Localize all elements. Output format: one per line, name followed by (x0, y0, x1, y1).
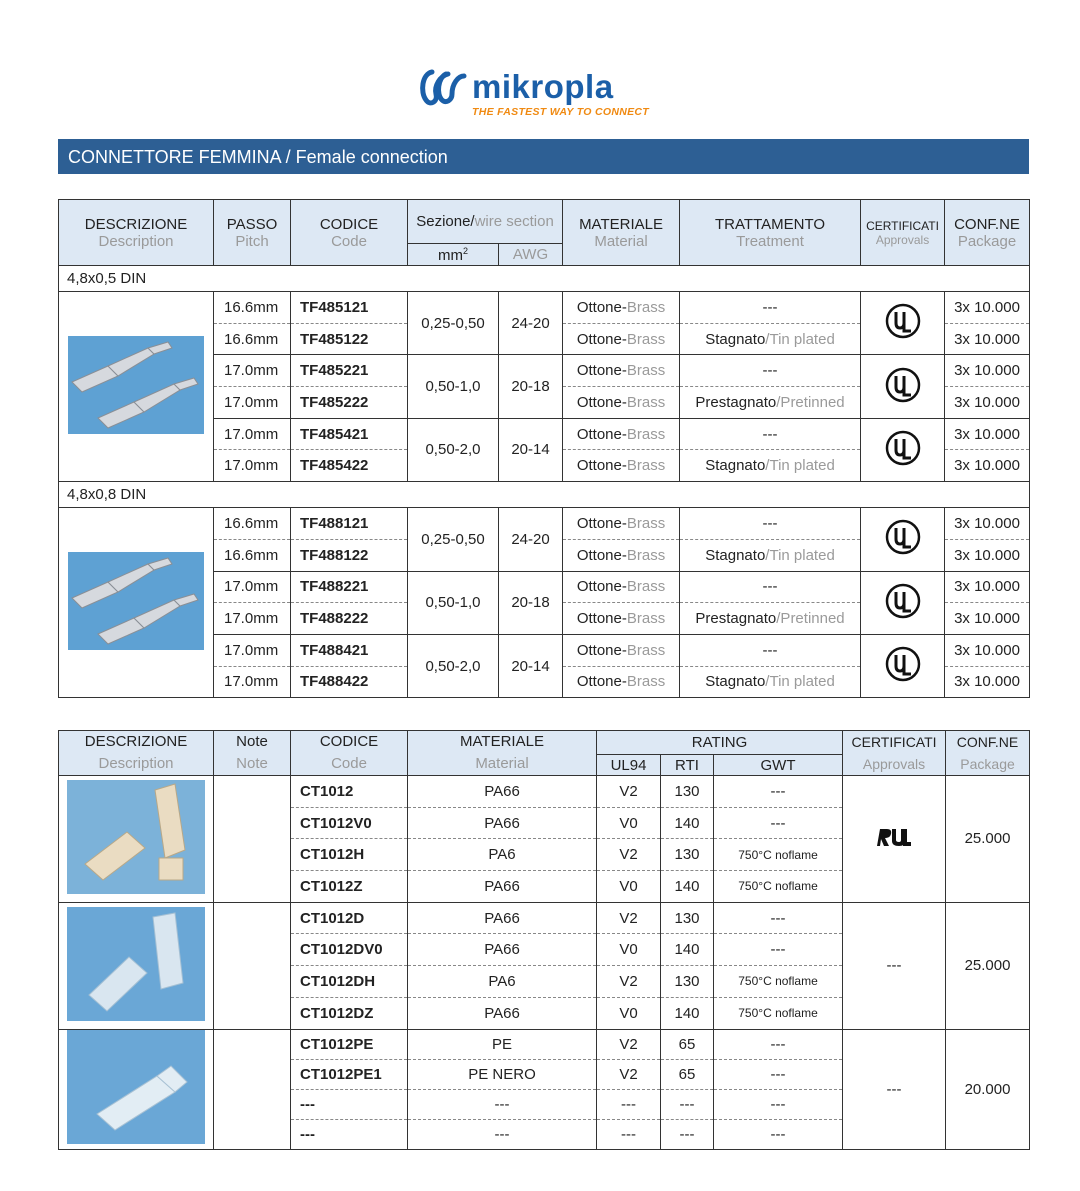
approval-text: --- (886, 957, 902, 975)
package-cell: 3x 10.000 (945, 666, 1030, 698)
approval-cell (861, 571, 945, 634)
ul94-cell: V2 (597, 839, 661, 871)
code-cell: --- (291, 1120, 408, 1150)
header-pitch: PASSO Pitch (214, 200, 291, 266)
gwt-cell: --- (714, 776, 843, 808)
treatment-cell (680, 292, 861, 324)
material-en: Brass (626, 457, 666, 475)
treatment-cell (680, 355, 861, 387)
rti-cell: 65 (661, 1059, 714, 1089)
material-en: Brass (626, 673, 666, 691)
approval-cell (861, 634, 945, 697)
treatment-cell (680, 508, 861, 540)
rti-cell: 140 (661, 997, 714, 1029)
rti-cell: 130 (661, 839, 714, 871)
material-en: Brass (626, 578, 666, 596)
group-title: 4,8x0,8 DIN (59, 482, 1030, 508)
group-title-row (59, 482, 1030, 508)
code-cell: TF488422 (291, 666, 408, 698)
code-cell: --- (291, 1089, 408, 1119)
treatment-it: Stagnato (705, 546, 766, 564)
table-row (59, 1029, 1030, 1059)
ul94-cell: V0 (597, 934, 661, 966)
approval-cell (861, 508, 945, 571)
code-cell: TF488121 (291, 508, 408, 540)
material-cell: PA66 (408, 807, 597, 839)
treatment-cell (680, 571, 861, 603)
treatment-it: Prestagnato (695, 393, 777, 411)
material-en: Brass (626, 425, 666, 443)
header-material: MATERIALE Material (563, 200, 680, 266)
code-cell: TF485222 (291, 387, 408, 419)
group-title-row (59, 266, 1030, 292)
ul94-cell: V0 (597, 997, 661, 1029)
treatment-it: --- (762, 514, 778, 532)
material-en: Brass (626, 641, 666, 659)
approval-cell (861, 418, 945, 481)
pitch-cell: 16.6mm (214, 539, 291, 571)
material-cell: PA66 (408, 776, 597, 808)
material-it: Ottone- (576, 610, 627, 628)
ul94-cell: V2 (597, 966, 661, 998)
gwt-cell: --- (714, 1029, 843, 1059)
material-en: Brass (626, 514, 666, 532)
material-cell: PA66 (408, 902, 597, 934)
gwt-cell: 750°C noflame (714, 997, 843, 1029)
approval-cell (843, 776, 946, 903)
ul-recognized-icon (877, 825, 911, 849)
material-en: Brass (626, 298, 666, 316)
material-cell (563, 355, 680, 387)
pitch-cell: 17.0mm (214, 387, 291, 419)
header-awg: AWG (499, 244, 563, 266)
rti-cell: 140 (661, 807, 714, 839)
material-cell: PA6 (408, 966, 597, 998)
code-cell: TF485421 (291, 418, 408, 450)
header2-code: CODICE Code (291, 731, 408, 776)
section-mm2-cell: 0,50-1,0 (408, 355, 499, 418)
note-cell (214, 902, 291, 1029)
treatment-cell (680, 418, 861, 450)
code-cell: CT1012DZ (291, 997, 408, 1029)
treatment-it: --- (762, 362, 778, 380)
header2-package: CONF.NE Package (946, 731, 1030, 776)
housing-photo (67, 907, 205, 1021)
code-cell: CT1012 (291, 776, 408, 808)
table-row (59, 902, 1030, 934)
package-cell: 3x 10.000 (945, 418, 1030, 450)
header2-note: Note Note (214, 731, 291, 776)
product-image-cell (59, 508, 214, 698)
treatment-en: /Tin plated (765, 673, 835, 691)
material-cell (563, 450, 680, 482)
header2-approvals: CERTIFICATI Approvals (843, 731, 946, 776)
material-it: Ottone- (576, 425, 627, 443)
code-cell: CT1012DH (291, 966, 408, 998)
treatment-cell (680, 387, 861, 419)
code-cell: CT1012DV0 (291, 934, 408, 966)
section-awg-cell: 20-18 (499, 355, 563, 418)
treatment-en: /Tin plated (765, 546, 835, 564)
housing-table (58, 730, 1030, 1150)
table-row (59, 508, 1030, 540)
female-connector-table (58, 199, 1030, 698)
material-it: Ottone- (576, 641, 627, 659)
package-cell: 20.000 (946, 1029, 1030, 1150)
section-title-banner: CONNETTORE FEMMINA / Female connection (58, 139, 1029, 174)
section-awg-cell: 20-18 (499, 571, 563, 634)
treatment-en: /Pretinned (776, 393, 845, 411)
code-cell: CT1012V0 (291, 807, 408, 839)
material-cell (563, 634, 680, 666)
material-cell (563, 603, 680, 635)
material-it: Ottone- (576, 578, 627, 596)
header-code: CODICE Code (291, 200, 408, 266)
gwt-cell: 750°C noflame (714, 871, 843, 903)
product-image-cell (59, 292, 214, 482)
ul94-cell: V0 (597, 871, 661, 903)
treatment-it: Stagnato (705, 673, 766, 691)
table-row (59, 292, 1030, 324)
header-treatment: TRATTAMENTO Treatment (680, 200, 861, 266)
ul94-cell: V0 (597, 807, 661, 839)
header-package: CONF.NE Package (945, 200, 1030, 266)
approval-cell (861, 355, 945, 418)
treatment-cell (680, 539, 861, 571)
section-mm2-cell: 0,50-2,0 (408, 634, 499, 697)
approval-cell (843, 1029, 946, 1150)
ul94-cell: V2 (597, 1029, 661, 1059)
header-description: DESCRIZIONE Description (59, 200, 214, 266)
logo-mark-icon (418, 66, 468, 110)
rti-cell: 65 (661, 1029, 714, 1059)
material-it: Ottone- (576, 298, 627, 316)
section-mm2-cell: 0,25-0,50 (408, 508, 499, 571)
logo-tagline: THE FASTEST WAY TO CONNECT (472, 106, 649, 118)
material-it: Ottone- (576, 330, 627, 348)
code-cell: TF485221 (291, 355, 408, 387)
ul-listed-icon (885, 646, 921, 682)
ul94-cell: --- (597, 1089, 661, 1119)
material-cell: PA66 (408, 871, 597, 903)
housing-photo (67, 780, 205, 894)
rti-cell: 140 (661, 934, 714, 966)
code-cell: CT1012H (291, 839, 408, 871)
gwt-cell: 750°C noflame (714, 839, 843, 871)
rti-cell: 130 (661, 966, 714, 998)
section-awg-cell: 24-20 (499, 508, 563, 571)
terminal-photo (68, 336, 204, 434)
treatment-it: --- (762, 641, 778, 659)
gwt-cell: 750°C noflame (714, 966, 843, 998)
package-cell: 25.000 (946, 902, 1030, 1029)
material-cell: PA6 (408, 839, 597, 871)
pitch-cell: 17.0mm (214, 571, 291, 603)
material-cell (563, 323, 680, 355)
treatment-it: --- (762, 578, 778, 596)
material-it: Ottone- (576, 457, 627, 475)
ul-listed-icon (885, 367, 921, 403)
rti-cell: 140 (661, 871, 714, 903)
treatment-cell (680, 634, 861, 666)
material-cell (563, 292, 680, 324)
header2-ul94: UL94 (597, 755, 661, 776)
material-it: Ottone- (576, 362, 627, 380)
package-cell: 3x 10.000 (945, 323, 1030, 355)
header-mm2: $mm^2$ (408, 244, 499, 266)
header-approvals: CERTIFICATI Approvals (861, 200, 945, 266)
header2-rating: RATING (597, 731, 843, 755)
pitch-cell: 16.6mm (214, 292, 291, 324)
material-en: Brass (626, 393, 666, 411)
material-en: Brass (626, 330, 666, 348)
terminal-photo (68, 552, 204, 650)
code-cell: CT1012D (291, 902, 408, 934)
material-cell (563, 571, 680, 603)
treatment-en: /Tin plated (765, 457, 835, 475)
header2-material: MATERIALE Material (408, 731, 597, 776)
section-awg-cell: 20-14 (499, 634, 563, 697)
ul94-cell: --- (597, 1120, 661, 1150)
package-cell: 3x 10.000 (945, 387, 1030, 419)
code-cell: TF488222 (291, 603, 408, 635)
section-awg-cell: 20-14 (499, 418, 563, 481)
section-mm2-cell: 0,50-2,0 (408, 418, 499, 481)
material-cell: --- (408, 1120, 597, 1150)
treatment-cell (680, 666, 861, 698)
product-image-cell (59, 902, 214, 1029)
treatment-en: /Tin plated (765, 330, 835, 348)
code-cell: CT1012PE1 (291, 1059, 408, 1089)
approval-cell (843, 902, 946, 1029)
ul-listed-icon (885, 303, 921, 339)
treatment-it: Stagnato (705, 330, 766, 348)
material-cell: PE (408, 1029, 597, 1059)
material-it: Ottone- (576, 546, 627, 564)
pitch-cell: 17.0mm (214, 634, 291, 666)
ul94-cell: V2 (597, 776, 661, 808)
code-cell: TF488221 (291, 571, 408, 603)
ul94-cell: V2 (597, 1059, 661, 1089)
treatment-it: --- (762, 298, 778, 316)
approval-cell (861, 292, 945, 355)
section-mm2-cell: 0,25-0,50 (408, 292, 499, 355)
rti-cell: --- (661, 1120, 714, 1150)
material-it: Ottone- (576, 514, 627, 532)
treatment-cell (680, 323, 861, 355)
housing-photo (67, 1030, 205, 1144)
header2-description: DESCRIZIONE Description (59, 731, 214, 776)
ul94-cell: V2 (597, 902, 661, 934)
rti-cell: --- (661, 1089, 714, 1119)
gwt-cell: --- (714, 1059, 843, 1089)
gwt-cell: --- (714, 1089, 843, 1119)
material-cell (563, 418, 680, 450)
ul-listed-icon (885, 430, 921, 466)
material-cell (563, 666, 680, 698)
package-cell: 3x 10.000 (945, 450, 1030, 482)
material-it: Ottone- (576, 673, 627, 691)
code-cell: TF485422 (291, 450, 408, 482)
code-cell: TF485122 (291, 323, 408, 355)
note-cell (214, 776, 291, 903)
pitch-cell: 17.0mm (214, 418, 291, 450)
code-cell: TF488421 (291, 634, 408, 666)
material-en: Brass (626, 610, 666, 628)
code-cell: TF485121 (291, 292, 408, 324)
ul-listed-icon (885, 519, 921, 555)
group-title: 4,8x0,5 DIN (59, 266, 1030, 292)
package-cell: 3x 10.000 (945, 508, 1030, 540)
package-cell: 3x 10.000 (945, 292, 1030, 324)
rti-cell: 130 (661, 776, 714, 808)
code-cell: CT1012PE (291, 1029, 408, 1059)
material-cell: PE NERO (408, 1059, 597, 1089)
pitch-cell: 16.6mm (214, 323, 291, 355)
material-cell (563, 387, 680, 419)
treatment-it: --- (762, 425, 778, 443)
treatment-it: Stagnato (705, 457, 766, 475)
gwt-cell: --- (714, 902, 843, 934)
package-cell: 3x 10.000 (945, 539, 1030, 571)
pitch-cell: 16.6mm (214, 508, 291, 540)
pitch-cell: 17.0mm (214, 603, 291, 635)
treatment-it: Prestagnato (695, 610, 777, 628)
gwt-cell: --- (714, 1120, 843, 1150)
header-wire-section: Sezione/wire section (408, 200, 563, 244)
material-cell (563, 539, 680, 571)
material-cell (563, 508, 680, 540)
package-cell: 25.000 (946, 776, 1030, 903)
package-cell: 3x 10.000 (945, 634, 1030, 666)
approval-text: --- (886, 1080, 902, 1098)
table-row (59, 776, 1030, 808)
treatment-cell (680, 450, 861, 482)
pitch-cell: 17.0mm (214, 666, 291, 698)
treatment-en: /Pretinned (776, 610, 845, 628)
material-cell: PA66 (408, 997, 597, 1029)
rti-cell: 130 (661, 902, 714, 934)
header2-rti: RTI (661, 755, 714, 776)
gwt-cell: --- (714, 934, 843, 966)
section-awg-cell: 24-20 (499, 292, 563, 355)
material-en: Brass (626, 362, 666, 380)
material-it: Ottone- (576, 393, 627, 411)
material-cell: --- (408, 1089, 597, 1119)
logo-brand-name: mikropla (472, 68, 614, 105)
pitch-cell: 17.0mm (214, 450, 291, 482)
package-cell: 3x 10.000 (945, 571, 1030, 603)
treatment-cell (680, 603, 861, 635)
pitch-cell: 17.0mm (214, 355, 291, 387)
section-mm2-cell: 0,50-1,0 (408, 571, 499, 634)
company-logo (418, 66, 658, 122)
material-cell: PA66 (408, 934, 597, 966)
package-cell: 3x 10.000 (945, 603, 1030, 635)
material-en: Brass (626, 546, 666, 564)
package-cell: 3x 10.000 (945, 355, 1030, 387)
gwt-cell: --- (714, 807, 843, 839)
note-cell (214, 1029, 291, 1150)
ul-listed-icon (885, 583, 921, 619)
header2-gwt: GWT (714, 755, 843, 776)
code-cell: CT1012Z (291, 871, 408, 903)
code-cell: TF488122 (291, 539, 408, 571)
product-image-cell (59, 1029, 214, 1150)
product-image-cell (59, 776, 214, 903)
